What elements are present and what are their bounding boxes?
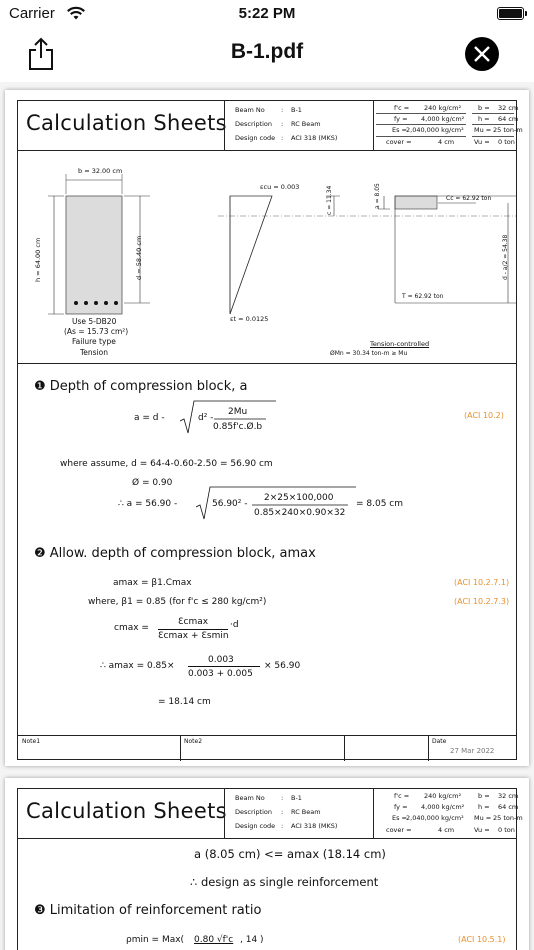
fc-label: f'c =: [394, 104, 410, 112]
note2-label: Note2: [184, 738, 203, 745]
mu-value: 25 ton-m: [493, 126, 523, 134]
note1-label: Note1: [22, 738, 41, 745]
cover-value: 4 cm: [438, 138, 455, 146]
eq-a-result-lhs: ∴ a = 56.90 -: [118, 499, 178, 509]
description-value: RC Beam: [291, 808, 321, 816]
colon: :: [281, 134, 284, 142]
calculation-body: [18, 365, 516, 735]
amax-calc-numerator: 0.003: [208, 655, 234, 665]
beam-no-value: B-1: [291, 794, 302, 802]
colon: :: [281, 808, 284, 816]
as-value: (As = 15.73 cm²): [64, 327, 129, 336]
vu-value: 0 ton: [498, 138, 515, 146]
description-label: Description: [235, 120, 273, 128]
eq-a-result-denominator: 0.85×240×0.90×32: [254, 508, 346, 518]
where-assume-d: where assume, d = 64-4-0.60-2.50 = 56.90 cm: [60, 459, 273, 469]
et-label: εt = 0.0125: [230, 315, 269, 323]
cmax-lhs: cmax =: [114, 623, 149, 633]
beam-no-label: Beam No: [235, 106, 265, 114]
cover-value: 4 cm: [438, 826, 455, 834]
design-code-value: ACI 318 (MKS): [291, 822, 338, 830]
beam-no-value: B-1: [291, 106, 302, 114]
fc-value: 240 kg/cm²: [424, 104, 462, 112]
date-label: Date: [432, 738, 447, 745]
t-force: T = 62.92 ton: [402, 293, 444, 300]
colon: :: [281, 120, 284, 128]
eq-a-lhs: a = d -: [134, 413, 165, 423]
failure-type-value: Tension: [80, 348, 109, 357]
material-info: [374, 101, 523, 151]
es-value: 2,040,000 kg/cm²: [406, 126, 464, 134]
material-info-2: [374, 789, 523, 839]
b-label: b =: [478, 792, 490, 800]
lever-arm: d - a/2 = 54.38: [502, 234, 509, 280]
section-diagram: [18, 152, 516, 364]
close-icon: [465, 37, 499, 71]
fy-value: 4,000 kg/cm²: [421, 115, 465, 123]
sheet-title: Calculation Sheets: [26, 111, 227, 135]
section-1-title: ❶ Depth of compression block, a: [34, 379, 248, 394]
fc-value: 240 kg/cm²: [424, 792, 462, 800]
eq-a-radicand: d² -: [198, 413, 214, 423]
design-code-label: Design code: [235, 822, 276, 830]
ref-aci-10-2: (ACI 10.2): [464, 411, 504, 420]
cc-force: Cc = 62.92 ton: [446, 195, 492, 202]
h-dimension: h = 64.00 cm: [34, 237, 42, 282]
status-bar: [0, 0, 534, 28]
rho-min-lhs: ρmin = Max(: [126, 935, 185, 945]
eq-a-denominator: 0.85f'c.Ø.b: [213, 422, 263, 432]
pdf-page-1: [5, 90, 529, 766]
reinforcement-label: Use 5-DB20: [72, 317, 117, 326]
es-label: Es =: [392, 814, 408, 822]
description-label: Description: [235, 808, 273, 816]
mu-label: Mu =: [474, 814, 492, 822]
cmax-numerator: Ɛcmax: [178, 617, 209, 627]
h-label: h =: [478, 803, 490, 811]
cmax-d: ·d: [230, 620, 239, 630]
clock: 5:22 PM: [238, 5, 296, 22]
eq-a-result-value: = 8.05 cm: [356, 499, 404, 509]
sheet-frame: [17, 100, 523, 760]
fy-value: 4,000 kg/cm²: [421, 803, 465, 811]
fc-label: f'c =: [394, 792, 410, 800]
failure-type-label: Failure type: [72, 337, 116, 346]
sheet-header-2: [18, 789, 523, 839]
sheet-frame-2: [17, 788, 523, 950]
ref-aci-10-2-7-3: (ACI 10.2.7.3): [454, 597, 510, 606]
fy-label: fy =: [394, 115, 408, 123]
h-value: 64 cm: [498, 803, 519, 811]
vu-label: Vu =: [474, 138, 490, 146]
b-dimension: b = 32.00 cm: [78, 167, 123, 175]
ecu-label: εcu = 0.003: [260, 183, 300, 191]
ref-aci-10-5-1: (ACI 10.5.1): [458, 935, 506, 944]
amax-formula: amax = β1.Cmax: [113, 578, 192, 588]
section-2-title: ❷ Allow. depth of compression block, amax: [34, 546, 316, 561]
c-dimension: c = 11.34: [326, 185, 333, 215]
mu-label: Mu =: [474, 126, 492, 134]
beam-info: [224, 101, 374, 151]
design-code-label: Design code: [235, 134, 276, 142]
document-title: B-1.pdf: [230, 40, 304, 63]
carrier-label: Carrier: [9, 5, 55, 22]
eq-a-result-numerator: 2×25×100,000: [264, 493, 334, 503]
beam-no-label: Beam No: [235, 794, 265, 802]
phi-mn-label: ØMn = 30.34 ton-m ≥ Mu: [330, 350, 408, 357]
tension-controlled-label: Tension-controlled: [370, 340, 430, 348]
pdf-viewer[interactable]: [0, 82, 534, 950]
date-value: 27 Mar 2022: [450, 747, 495, 755]
design-code-value: ACI 318 (MKS): [291, 134, 338, 142]
mu-value: 25 ton-m: [493, 814, 523, 822]
colon: :: [281, 822, 284, 830]
pdf-page-2: [5, 778, 529, 950]
description-value: RC Beam: [291, 120, 321, 128]
vu-value: 0 ton: [498, 826, 515, 834]
cover-label: cover =: [386, 826, 412, 834]
eq-a-result-radicand: 56.90² -: [212, 499, 248, 509]
fy-label: fy =: [394, 803, 408, 811]
sheet-title-2: Calculation Sheets: [26, 799, 227, 823]
eq-a-numerator: 2Mu: [228, 407, 248, 417]
amax-result: = 18.14 cm: [158, 697, 211, 707]
h-label: h =: [478, 115, 490, 123]
navigation-bar: [0, 28, 534, 82]
es-value: 2,040,000 kg/cm²: [406, 814, 464, 822]
b-label: b =: [478, 104, 490, 112]
colon: :: [281, 794, 284, 802]
b-value: 32 cm: [498, 104, 519, 112]
ref-aci-10-2-7-1: (ACI 10.2.7.1): [454, 578, 510, 587]
b-value: 32 cm: [498, 792, 519, 800]
rho-min-term-a: 0.80 √f'c: [194, 935, 234, 945]
design-statement: ∴ design as single reinforcement: [190, 875, 379, 889]
cover-label: cover =: [386, 138, 412, 146]
colon: :: [281, 106, 284, 114]
phi-value: Ø = 0.90: [132, 478, 173, 488]
d-dimension: d = 58.40 cm: [135, 235, 143, 280]
compare-statement: a (8.05 cm) <= amax (18.14 cm): [194, 847, 386, 861]
amax-calc-tail: × 56.90: [264, 661, 301, 671]
a-dimension: a = 8.05: [374, 183, 381, 209]
beta1-value: where, β1 = 0.85 (for f'c ≤ 280 kg/cm²): [88, 597, 267, 607]
battery-icon: [497, 7, 524, 20]
h-value: 64 cm: [498, 115, 519, 123]
section-3-title: ❸ Limitation of reinforcement ratio: [34, 903, 262, 918]
amax-calc-denominator: 0.003 + 0.005: [188, 669, 253, 679]
rho-min-term-b: , 14 ): [240, 935, 264, 945]
beam-info-2: [224, 789, 374, 839]
close-button[interactable]: [465, 37, 499, 71]
es-label: Es =: [392, 126, 408, 134]
sheet-footer: [18, 735, 516, 760]
cmax-denominator: Ɛcmax + Ɛsmin: [158, 631, 229, 641]
sheet-header: [18, 101, 523, 151]
vu-label: Vu =: [474, 826, 490, 834]
amax-calc-lhs: ∴ amax = 0.85×: [100, 661, 175, 671]
